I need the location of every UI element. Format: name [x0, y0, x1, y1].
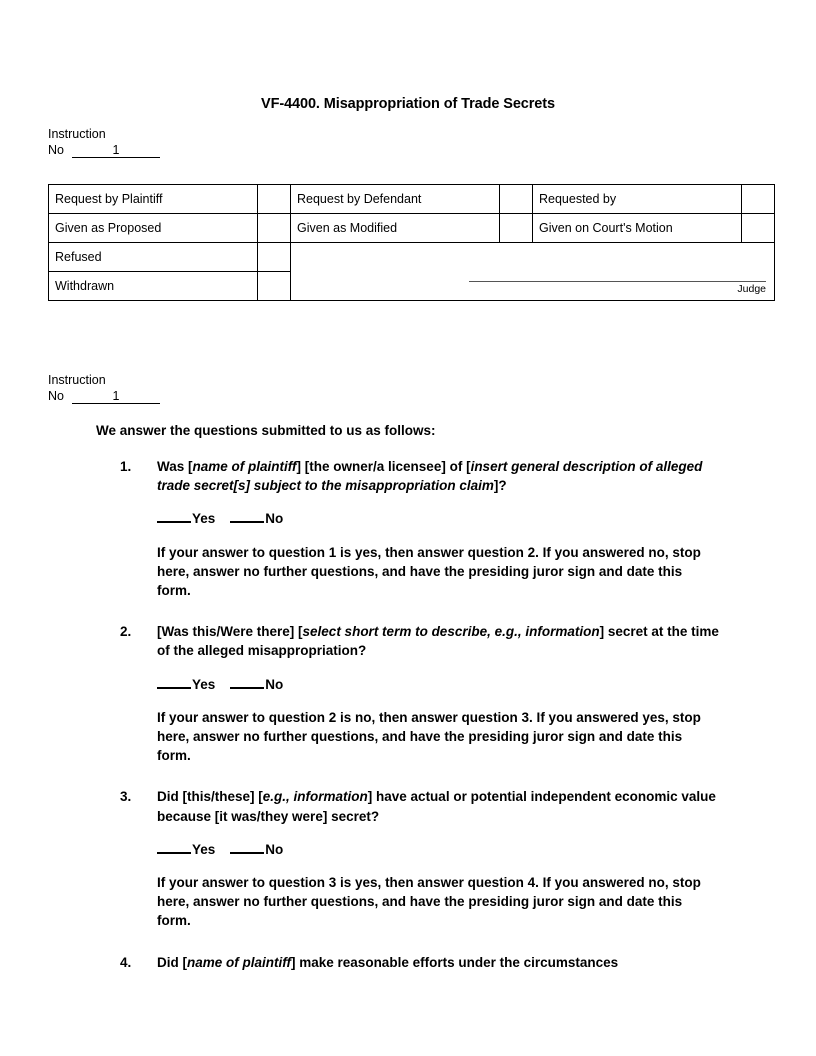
checkbox-refused[interactable] — [258, 243, 291, 272]
question-fragment: ] have actual or potential independent economic value because [it was/they were] secret? — [157, 789, 716, 824]
instruction-no-value[interactable]: 1 — [72, 144, 160, 158]
answer-heading: We answer the questions submitted to us as follows: — [96, 423, 436, 438]
question-row — [120, 457, 720, 495]
yes-blank[interactable] — [157, 676, 191, 689]
question-fragment: ] make reasonable efforts under the circumstances — [291, 954, 619, 970]
question-text — [157, 622, 720, 660]
yes-no-answer-line — [157, 675, 720, 694]
yes-blank[interactable] — [157, 841, 191, 854]
checkbox-withdrawn[interactable] — [258, 272, 291, 301]
question-number: 1. — [120, 459, 132, 474]
checkbox-given-as-proposed[interactable] — [258, 214, 291, 243]
question-note: If your answer to question 2 is no, then answer question 3. If you answered yes, stop here, answer no further questions, and have the presiding juror sign and date this form. — [157, 709, 701, 764]
question-placeholder: insert general description of alleged trade secret[s] subject to the misappropriation claim — [157, 459, 703, 494]
question-fragment: Did [ — [157, 954, 187, 970]
cell-withdrawn: Withdrawn — [49, 272, 258, 301]
question-text — [157, 953, 720, 972]
question-fragment: ]? — [493, 478, 507, 494]
question-fragment: Was [ — [157, 459, 193, 474]
checkbox-request-by-plaintiff[interactable] — [258, 185, 291, 214]
question-placeholder: select short term to describe, e.g., information — [302, 624, 600, 640]
cell-given-as-proposed: Given as Proposed — [49, 214, 258, 243]
instruction-label-line1: Instruction — [48, 127, 106, 141]
yes-label: Yes — [192, 676, 216, 692]
question-number: 2. — [120, 624, 132, 640]
cell-requested-by: Requested by — [533, 185, 742, 214]
no-blank[interactable] — [230, 510, 264, 523]
question-item — [120, 953, 720, 972]
question-fragment: Did [this/these] [ — [157, 789, 263, 805]
question-placeholder: name of plaintiff — [187, 954, 292, 970]
yes-no-answer-line — [157, 509, 720, 528]
question-text — [157, 457, 720, 495]
signature-caption: Judge — [737, 283, 766, 295]
cell-request-by-defendant: Request by Defendant — [291, 185, 500, 214]
checkbox-given-as-modified[interactable] — [500, 214, 533, 243]
yes-blank[interactable] — [157, 510, 191, 523]
question-fragment: ] secret at the time of the alleged misappropriation? — [157, 624, 719, 659]
instruction-number-top — [48, 127, 160, 158]
question-number: 3. — [120, 789, 132, 805]
question-item — [120, 457, 720, 600]
question-placeholder: e.g., information — [262, 789, 368, 805]
yes-no-answer-line — [157, 840, 720, 859]
page-title: VF-4400. Misappropriation of Trade Secrets — [261, 96, 555, 112]
cell-refused: Refused — [49, 243, 258, 272]
instruction-no-value[interactable]: 1 — [72, 390, 160, 404]
question-row — [120, 622, 720, 660]
instruction-no-label: No — [48, 388, 64, 403]
question-note: If your answer to question 1 is yes, then answer question 2. If you answered no, stop here, answer no further questions, and have the presiding juror sign and date this form. — [157, 544, 701, 599]
no-label: No — [265, 511, 284, 527]
checkbox-requested-by[interactable] — [742, 185, 775, 214]
cell-given-on-courts-motion: Given on Court's Motion — [533, 214, 742, 243]
question-fragment: [Was this/Were there] [ — [157, 624, 303, 640]
instruction-label-line1: Instruction — [48, 373, 106, 387]
signature-area — [469, 281, 766, 296]
question-fragment: ] [the owner/a licensee] of [ — [296, 459, 471, 474]
no-label: No — [265, 676, 284, 692]
checkbox-given-on-courts-motion[interactable] — [742, 214, 775, 243]
disposition-table — [48, 184, 775, 301]
no-blank[interactable] — [230, 676, 264, 689]
no-blank[interactable] — [230, 841, 264, 854]
cell-given-as-modified: Given as Modified — [291, 214, 500, 243]
table-row — [49, 214, 775, 243]
no-label: No — [265, 841, 284, 857]
question-item — [120, 787, 720, 930]
judge-signature-cell — [291, 243, 775, 301]
question-item — [120, 622, 720, 765]
question-note: If your answer to question 3 is yes, then answer question 4. If you answered no, stop here, answer no further questions, and have the presiding juror sign and date this form. — [157, 875, 701, 929]
table-row — [49, 185, 775, 214]
yes-label: Yes — [192, 511, 216, 527]
checkbox-request-by-defendant[interactable] — [500, 185, 533, 214]
question-number: 4. — [120, 954, 132, 970]
question-list — [120, 457, 720, 972]
cell-request-by-plaintiff: Request by Plaintiff — [49, 185, 258, 214]
table-row — [49, 243, 775, 272]
question-placeholder: name of plaintiff — [192, 459, 297, 474]
yes-label: Yes — [192, 841, 216, 857]
question-text — [157, 787, 720, 825]
instruction-number-second — [48, 373, 160, 404]
question-row — [120, 953, 720, 972]
instruction-no-label: No — [48, 142, 64, 157]
question-row — [120, 787, 720, 825]
